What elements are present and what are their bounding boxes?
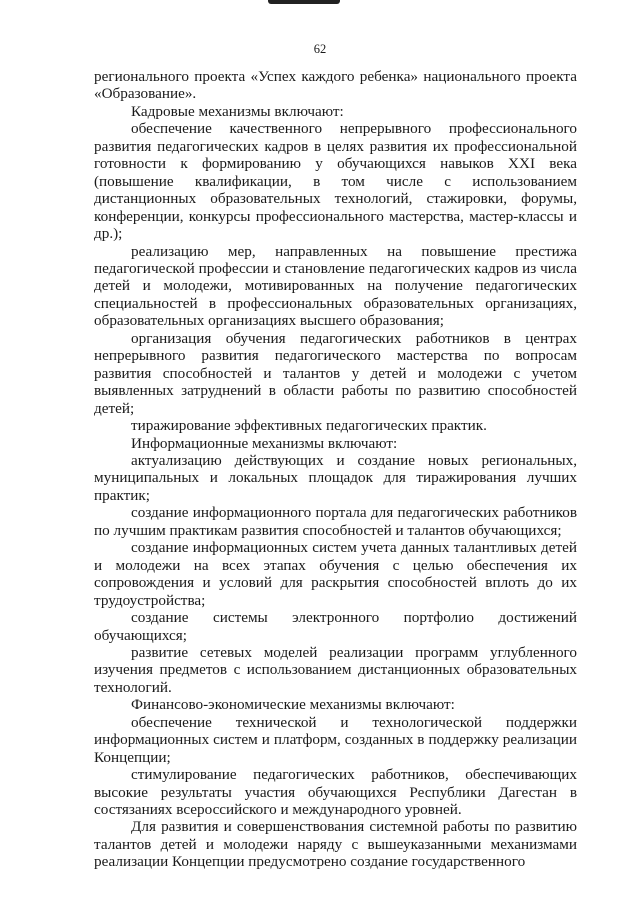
- page-number: 62: [313, 42, 327, 56]
- paragraph: организация обучения педагогических работников в центрах непрерывного развития педагогического мастерства по вопросам развития способностей и талантов у детей и молодежи с учетом выявленных затруднений в области работы по развитию способностей детей;: [94, 329, 577, 417]
- scan-artifact: [268, 0, 340, 4]
- paragraph: обеспечение технической и технологической поддержки информационных систем и платформ, созданных в поддержку реализации Концепции;: [94, 713, 577, 766]
- paragraph: регионального проекта «Успех каждого ребенка» национального проекта «Образование».: [94, 68, 577, 103]
- paragraph: создание системы электронного портфолио достижений обучающихся;: [94, 609, 577, 644]
- paragraph: стимулирование педагогических работников, обеспечивающих высокие результаты участия обучающихся Республики Дагестан в состязаниях всероссийского и международного уровней.: [94, 766, 577, 819]
- document-body: [94, 68, 577, 871]
- section-heading-personnel: Кадровые механизмы включают:: [131, 102, 344, 120]
- section-heading-information: Информационные механизмы включают:: [131, 434, 398, 452]
- section-heading-financial: Финансово-экономические механизмы включают:: [131, 696, 455, 714]
- paragraph: реализацию мер, направленных на повышение престижа педагогической профессии и становление педагогических кадров из числа детей и молодежи, мотивированных на получение педагогических специальностей в профессиональных образовательных организациях, образовательных организациях высшего образования;: [94, 242, 577, 330]
- paragraph: развитие сетевых моделей реализации программ углубленного изучения предметов с использованием дистанционных образовательных технологий.: [94, 643, 577, 696]
- paragraph: актуализацию действующих и создание новых региональных, муниципальных и локальных площадок для тиражирования лучших практик;: [94, 451, 577, 504]
- paragraph: создание информационного портала для педагогических работников по лучшим практикам развития способностей и талантов обучающихся;: [94, 504, 577, 539]
- paragraph: создание информационных систем учета данных талантливых детей и молодежи на всех этапах обучения с целью обеспечения их сопровождения и условий для раскрытия способностей вплоть до их трудоустройства;: [94, 539, 577, 609]
- paragraph: обеспечение качественного непрерывного профессионального развития педагогических кадров в целях развития их профессиональной готовности к формированию у обучающихся навыков XXI века (повышение квалификации, в том числе с использованием дистанционных образовательных технологий, стажировки, форумы, конференции, конкурсы профессионального мастерства, мастер-классы и др.);: [94, 120, 577, 243]
- paragraph: тиражирование эффективных педагогических практик.: [131, 417, 487, 435]
- paragraph: Для развития и совершенствования системной работы по развитию талантов детей и молодежи наряду с вышеуказанными механизмами реализации Концепции предусмотрено создание государственного: [94, 818, 577, 871]
